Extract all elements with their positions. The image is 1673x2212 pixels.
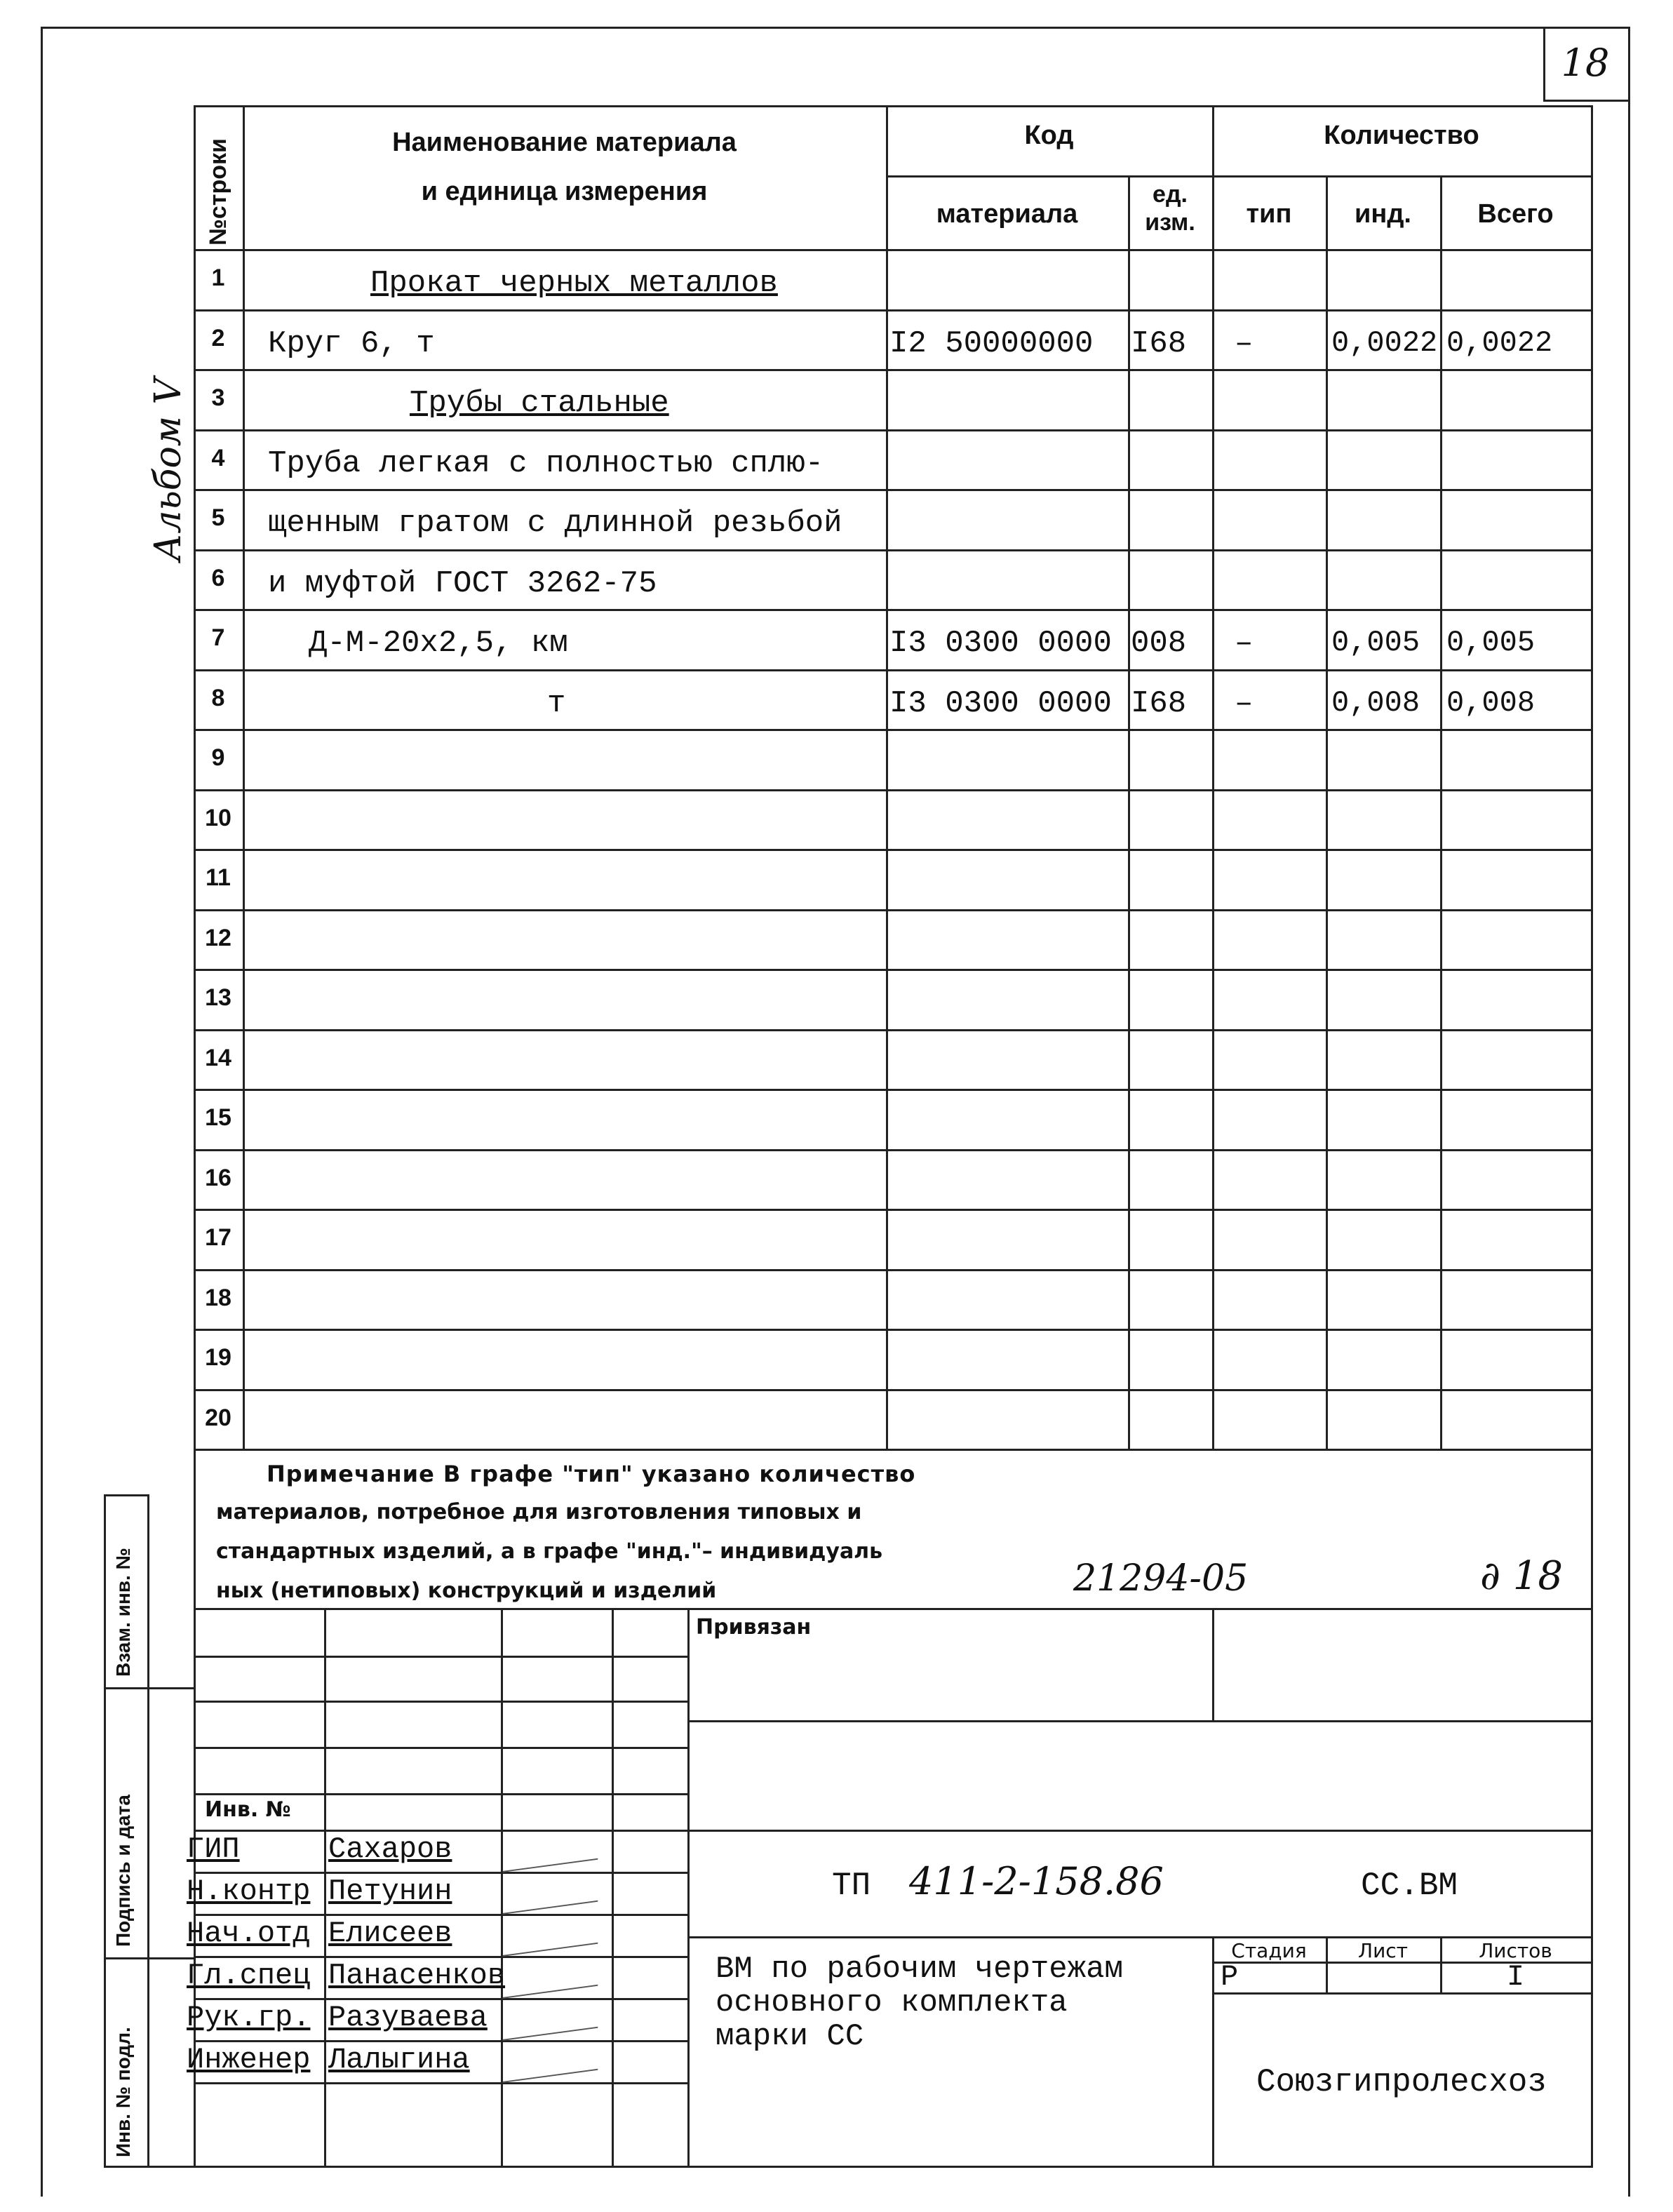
tb-bottom bbox=[194, 2166, 1593, 2168]
header-name-line1: Наименование материала bbox=[392, 128, 737, 157]
row-name: Трубы стальные bbox=[410, 386, 669, 421]
row-name: Д-М-20х2,5, км bbox=[309, 626, 568, 661]
col-divider bbox=[886, 105, 888, 1449]
row-line bbox=[194, 489, 1593, 491]
row-number: 7 bbox=[211, 624, 225, 651]
row-number: 20 bbox=[205, 1405, 231, 1431]
side-strip-left bbox=[104, 1494, 106, 2168]
row-number: 11 bbox=[206, 864, 231, 891]
row-line bbox=[194, 1209, 1593, 1211]
title-line2: основного комплекта bbox=[715, 1985, 1068, 2020]
side-strip-bottom bbox=[104, 2166, 195, 2168]
staff-role: Н.контр bbox=[187, 1875, 311, 1908]
row-number: 1 bbox=[211, 264, 225, 291]
project-number: 411-2-158.86 bbox=[909, 1859, 1164, 1903]
row-number: 4 bbox=[211, 445, 225, 471]
handwritten-sheet-ref: ∂ 18 bbox=[1480, 1553, 1564, 1599]
row-line bbox=[194, 849, 1593, 851]
header-bottom bbox=[194, 249, 1593, 251]
row-line bbox=[194, 1149, 1593, 1151]
title-line3: марки СС bbox=[715, 2019, 864, 2054]
row-number: 19 bbox=[205, 1344, 231, 1371]
staff-line bbox=[194, 1701, 687, 1703]
stage-label: Стадия bbox=[1231, 1939, 1307, 1962]
side-strip-divider bbox=[104, 1957, 195, 1959]
tb-top bbox=[194, 1608, 1593, 1610]
tp-prefix: ТП bbox=[832, 1868, 871, 1904]
table-border-top bbox=[194, 105, 1593, 107]
row-type: – bbox=[1235, 626, 1254, 661]
stage-value: Р bbox=[1221, 1960, 1239, 1994]
staff-line bbox=[194, 2082, 687, 2084]
organization: Союзгипролесхоз bbox=[1256, 2064, 1547, 2100]
header-code: Код bbox=[1024, 121, 1074, 150]
tb-row bbox=[687, 1720, 1593, 1722]
col-divider bbox=[243, 105, 245, 1449]
side-strip-right bbox=[147, 1494, 149, 2168]
row-number: 17 bbox=[205, 1224, 231, 1251]
row-line bbox=[194, 609, 1593, 611]
staff-line bbox=[194, 1998, 687, 2000]
row-name: и муфтой ГОСТ 3262-75 bbox=[268, 566, 657, 601]
row-name: Круг 6, т bbox=[268, 326, 435, 361]
tb-col bbox=[687, 1608, 690, 2166]
staff-line bbox=[194, 1914, 687, 1916]
row-number: 14 bbox=[205, 1045, 231, 1071]
row-name: Прокат черных металлов bbox=[370, 266, 778, 301]
side-strip-top bbox=[104, 1494, 149, 1496]
row-line bbox=[194, 789, 1593, 791]
row-name: Труба легкая с полностью сплю- bbox=[268, 446, 824, 481]
row-type: – bbox=[1235, 326, 1254, 361]
col-divider bbox=[1326, 175, 1328, 1449]
doc-code: СС.ВМ bbox=[1361, 1868, 1458, 1904]
row-line bbox=[194, 1029, 1593, 1031]
staff-role: ГИП bbox=[187, 1832, 240, 1866]
row-ind: 0,005 bbox=[1331, 626, 1420, 659]
row-number: 18 bbox=[205, 1285, 231, 1311]
row-number: 16 bbox=[205, 1165, 231, 1191]
header-code-material: материала bbox=[936, 199, 1078, 229]
staff-line bbox=[194, 1830, 687, 1832]
side-strip-divider bbox=[104, 1687, 195, 1689]
note-line4: ных (нетиповых) конструкций и изделий bbox=[216, 1578, 717, 1603]
inv-no-label: Инв. № bbox=[205, 1797, 291, 1822]
staff-line bbox=[194, 1956, 687, 1958]
row-ind: 0,008 bbox=[1331, 686, 1420, 720]
staff-role: Нач.отд bbox=[187, 1917, 311, 1950]
header-qty: Количество bbox=[1324, 121, 1479, 150]
row-line bbox=[194, 429, 1593, 431]
tb-col bbox=[1212, 1936, 1214, 2166]
side-label-inv-sub: Взам. инв. № bbox=[112, 1548, 134, 1677]
row-total: 0,0022 bbox=[1446, 326, 1553, 360]
header-subline bbox=[886, 175, 1593, 177]
album-label: Альбом V bbox=[147, 377, 189, 561]
row-line bbox=[194, 909, 1593, 911]
row-code: I3 0300 0000 bbox=[889, 686, 1112, 721]
col-divider bbox=[1440, 175, 1442, 1449]
row-line bbox=[194, 969, 1593, 971]
row-line bbox=[194, 1449, 1593, 1451]
row-unit: I68 bbox=[1131, 326, 1187, 361]
staff-name: Лалыгина bbox=[328, 2043, 470, 2077]
sheets-value: I bbox=[1506, 1960, 1525, 1994]
row-line bbox=[194, 549, 1593, 551]
staff-name: Панасенков bbox=[328, 1959, 506, 1992]
staff-name: Елисеев bbox=[328, 1917, 452, 1950]
row-line bbox=[194, 1269, 1593, 1271]
staff-line bbox=[194, 1872, 687, 1874]
table-border-right bbox=[1591, 105, 1593, 1449]
row-line bbox=[194, 729, 1593, 731]
side-label-sign-date: Подпись и дата bbox=[112, 1795, 134, 1947]
staff-line bbox=[194, 1793, 687, 1795]
header-code-unit-line1: ед. bbox=[1153, 181, 1188, 208]
header-qty-ind: инд. bbox=[1355, 199, 1411, 229]
row-line bbox=[194, 369, 1593, 371]
col-divider bbox=[1128, 175, 1130, 1449]
tb-row bbox=[687, 1936, 1593, 1938]
row-line bbox=[194, 309, 1593, 311]
staff-line bbox=[194, 1747, 687, 1749]
row-number: 10 bbox=[205, 805, 231, 831]
row-unit: I68 bbox=[1131, 686, 1187, 721]
sheet-label: Лист bbox=[1358, 1939, 1408, 1962]
row-type: – bbox=[1235, 686, 1254, 721]
row-number: 5 bbox=[211, 504, 225, 531]
row-number: 2 bbox=[211, 325, 225, 351]
tb-col bbox=[1212, 1608, 1214, 1720]
tb-right bbox=[1591, 1449, 1593, 2168]
row-line bbox=[194, 1389, 1593, 1391]
handwritten-doc-number: 21294-05 bbox=[1073, 1557, 1249, 1600]
row-line bbox=[194, 1089, 1593, 1091]
row-name: щенным гратом с длинной резьбой bbox=[268, 506, 842, 541]
note-line3: стандартных изделий, а в графе "инд."– индивидуаль bbox=[216, 1539, 883, 1564]
staff-name: Разуваева bbox=[328, 2001, 488, 2035]
header-qty-total: Всего bbox=[1477, 199, 1554, 229]
row-number: 9 bbox=[211, 744, 225, 771]
row-line bbox=[194, 669, 1593, 671]
col-divider bbox=[1212, 105, 1214, 1449]
row-line bbox=[194, 1329, 1593, 1331]
row-number: 6 bbox=[211, 565, 225, 591]
staff-line bbox=[194, 1656, 687, 1658]
row-code: I2 50000000 bbox=[889, 326, 1094, 361]
title-line1: ВМ по рабочим чертежам bbox=[715, 1952, 1123, 1987]
staff-role: Инженер bbox=[187, 2043, 311, 2077]
row-number: 3 bbox=[211, 384, 225, 411]
row-total: 0,005 bbox=[1446, 626, 1536, 659]
row-unit: 008 bbox=[1131, 626, 1187, 661]
staff-name: Сахаров bbox=[328, 1832, 452, 1866]
sheets-label: Листов bbox=[1479, 1939, 1552, 1962]
row-number: 8 bbox=[211, 685, 225, 711]
note-line1: Примечание В графе "тип" указано количество bbox=[267, 1461, 916, 1487]
staff-role: Гл.спец bbox=[187, 1959, 311, 1992]
row-code: I3 0300 0000 bbox=[889, 626, 1112, 661]
header-qty-type: тип bbox=[1246, 199, 1292, 229]
attached-label: Привязан bbox=[696, 1615, 812, 1640]
row-number: 15 bbox=[205, 1104, 231, 1131]
row-number: 13 bbox=[205, 984, 231, 1011]
row-ind: 0,0022 bbox=[1331, 326, 1438, 360]
page-number: 18 bbox=[1561, 41, 1610, 85]
tb-row bbox=[687, 1830, 1593, 1832]
note-line2: материалов, потребное для изготовления типовых и bbox=[216, 1500, 862, 1524]
staff-line bbox=[194, 2040, 687, 2042]
row-total: 0,008 bbox=[1446, 686, 1536, 720]
row-name: т bbox=[547, 686, 566, 721]
header-name-line2: и единица измерения bbox=[421, 177, 708, 206]
staff-role: Рук.гр. bbox=[187, 2001, 311, 2035]
header-row-no: №строки bbox=[205, 138, 231, 246]
row-number: 12 bbox=[205, 925, 231, 951]
side-label-inv-orig: Инв. № подл. bbox=[112, 2027, 134, 2157]
staff-name: Петунин bbox=[328, 1875, 452, 1908]
header-code-unit-line2: изм. bbox=[1145, 209, 1195, 236]
